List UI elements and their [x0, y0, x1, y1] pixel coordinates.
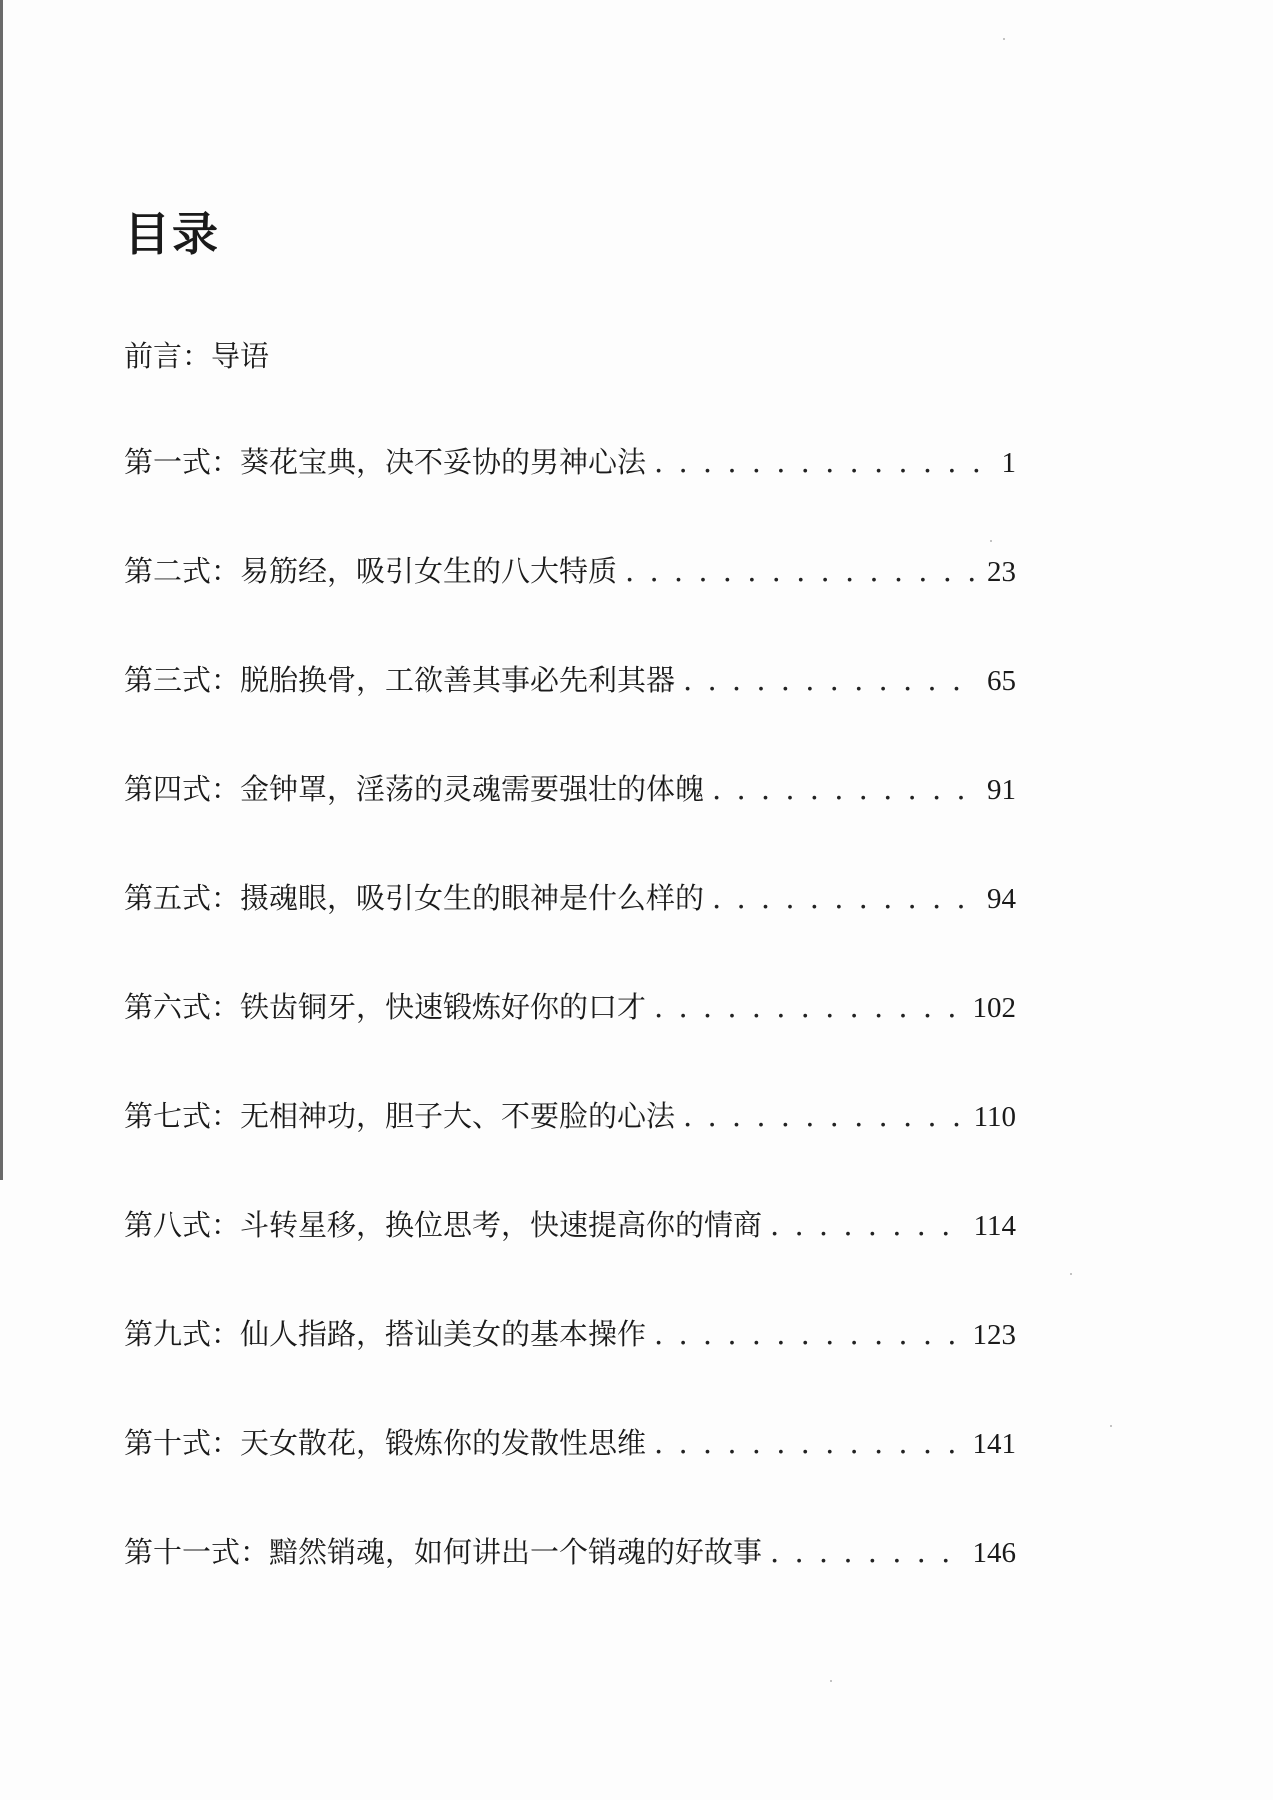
- toc-entry-1: [124, 440, 1016, 549]
- toc-entry-label: 第二式：易筋经，吸引女生的八大特质: [124, 554, 618, 588]
- preface-entry: 前言：导语: [124, 339, 270, 373]
- dot-leader: [712, 881, 977, 915]
- dot-leader: [625, 554, 977, 588]
- toc-entry-7: [124, 1094, 1016, 1203]
- toc-entry-label: 第一式：葵花宝典，决不妥协的男神心法: [124, 445, 647, 479]
- toc-entry-label: 第十一式：黯然销魂，如何讲出一个销魂的好故事: [124, 1535, 763, 1569]
- toc-entry-label: 第三式：脱胎换骨，工欲善其事必先利其器: [124, 663, 676, 697]
- toc-entry-label: 第六式：铁齿铜牙，快速锻炼好你的口才: [124, 990, 647, 1024]
- toc-entry-page-number: 141: [972, 1428, 1016, 1460]
- dot-leader: [770, 1535, 962, 1569]
- toc-entry-label: 第九式：仙人指路，搭讪美女的基本操作: [124, 1317, 647, 1351]
- dot-leader: [683, 663, 977, 697]
- scan-speck: [1110, 1425, 1112, 1427]
- toc-entry-9: [124, 1312, 1016, 1421]
- toc-entry-10: [124, 1421, 1016, 1530]
- toc-entry-page-number: 91: [987, 774, 1016, 806]
- dot-leader: [654, 1317, 962, 1351]
- table-of-contents: [124, 440, 1016, 1639]
- toc-entry-2: [124, 549, 1016, 658]
- toc-entry-8: [124, 1203, 1016, 1312]
- toc-entry-page-number: 146: [972, 1537, 1016, 1569]
- toc-entry-label: 第五式：摄魂眼，吸引女生的眼神是什么样的: [124, 881, 705, 915]
- toc-entry-page-number: 110: [973, 1101, 1016, 1133]
- toc-entry-page-number: 1: [1001, 447, 1016, 479]
- scan-speck: [1070, 1273, 1072, 1275]
- toc-entry-11: [124, 1530, 1016, 1639]
- toc-entry-3: [124, 658, 1016, 767]
- dot-leader: [770, 1208, 964, 1242]
- scan-speck: [990, 540, 992, 542]
- toc-entry-label: 第七式：无相神功，胆子大、不要脸的心法: [124, 1099, 676, 1133]
- dot-leader: [654, 990, 962, 1024]
- toc-entry-label: 第十式：天女散花，锻炼你的发散性思维: [124, 1426, 647, 1460]
- page-edge-shadow: [0, 0, 3, 1180]
- dot-leader: [654, 1426, 962, 1460]
- toc-entry-6: [124, 985, 1016, 1094]
- toc-entry-page-number: 123: [972, 1319, 1016, 1351]
- toc-entry-5: [124, 876, 1016, 985]
- toc-entry-label: 第八式：斗转星移，换位思考，快速提高你的情商: [124, 1208, 763, 1242]
- scan-speck: [1003, 38, 1005, 40]
- dot-leader: [654, 445, 991, 479]
- toc-entry-page-number: 65: [987, 665, 1016, 697]
- toc-entry-page-number: 23: [987, 556, 1016, 588]
- page-title: 目录: [124, 207, 220, 261]
- toc-entry-page-number: 94: [987, 883, 1016, 915]
- scan-speck: [830, 1680, 832, 1682]
- toc-entry-page-number: 114: [973, 1210, 1016, 1242]
- toc-entry-label: 第四式：金钟罩，淫荡的灵魂需要强壮的体魄: [124, 772, 705, 806]
- toc-entry-page-number: 102: [972, 992, 1016, 1024]
- toc-entry-4: [124, 767, 1016, 876]
- dot-leader: [712, 772, 977, 806]
- dot-leader: [683, 1099, 964, 1133]
